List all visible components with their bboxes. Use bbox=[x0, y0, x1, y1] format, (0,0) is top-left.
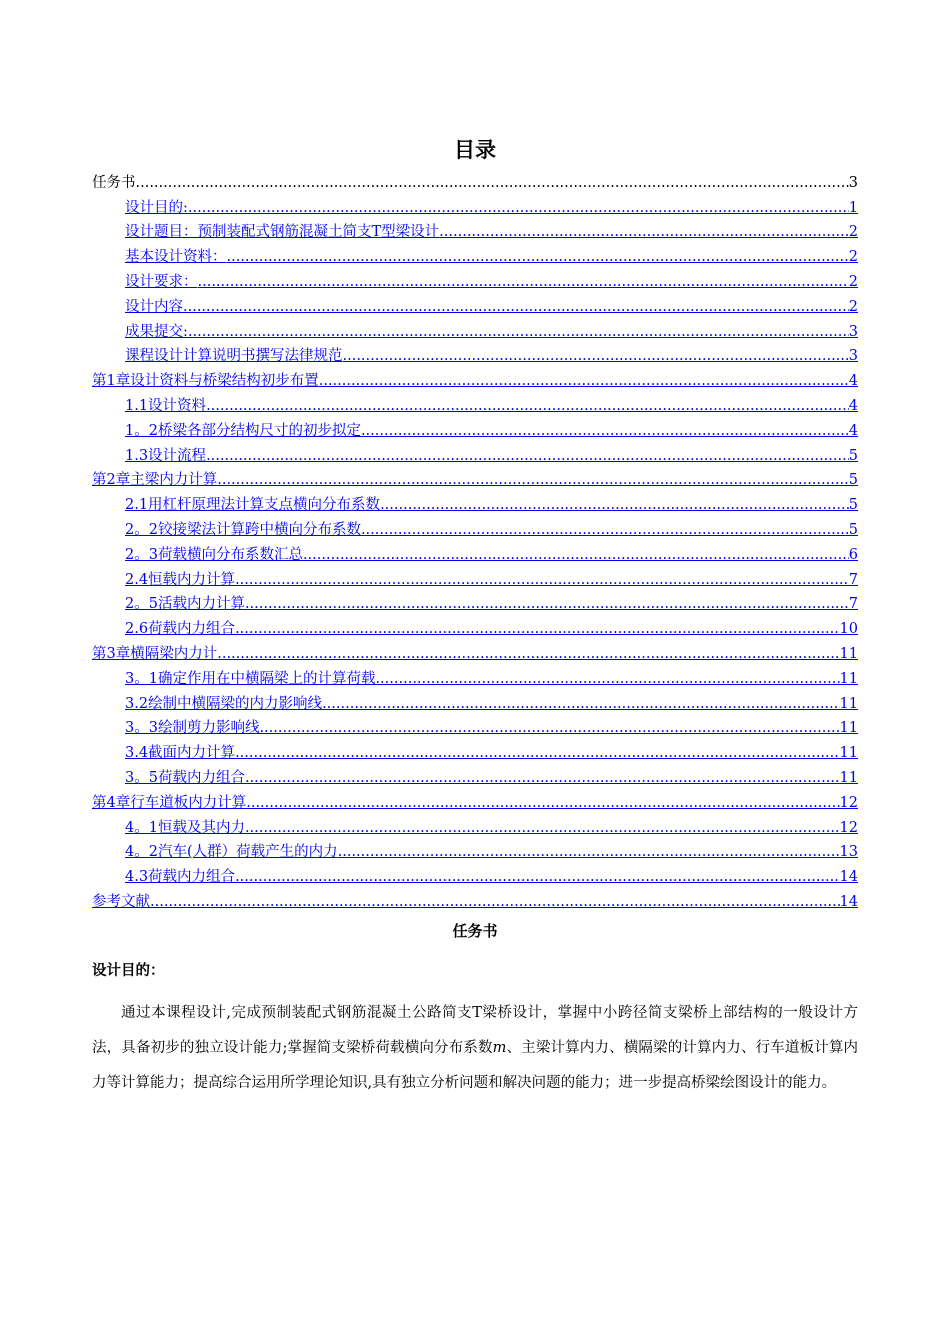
toc-page-number: 11 bbox=[839, 720, 858, 737]
toc-entry[interactable] bbox=[92, 266, 858, 291]
toc-entry[interactable] bbox=[92, 390, 858, 415]
toc-page-number: 7 bbox=[848, 596, 858, 613]
section-subtitle: 设计目的： bbox=[92, 963, 165, 979]
toc-page-number: 7 bbox=[848, 571, 858, 588]
toc-entry[interactable] bbox=[92, 539, 858, 564]
toc-title: 目录 bbox=[454, 138, 496, 162]
toc-leader bbox=[375, 670, 839, 688]
toc-page-number: 2 bbox=[848, 224, 858, 241]
toc-page-number: 10 bbox=[839, 621, 858, 638]
toc-entry[interactable] bbox=[92, 861, 858, 886]
toc-leader bbox=[259, 719, 839, 737]
toc-entry-text: 3。1确定作用在中横隔梁上的计算荷载 bbox=[125, 670, 376, 687]
toc-entry-text: 3。5荷载内力组合 bbox=[125, 769, 245, 786]
toc-entry bbox=[92, 167, 858, 192]
toc-leader bbox=[150, 893, 840, 911]
toc-entry-text: 3。3绘制剪力影响线 bbox=[125, 720, 260, 737]
toc-entry-text: 成果提交: bbox=[125, 323, 188, 340]
toc-entry-text: 设计内容 bbox=[125, 298, 183, 315]
toc-leader bbox=[338, 843, 840, 861]
toc-leader bbox=[380, 496, 849, 514]
toc-page-number: 2 bbox=[848, 273, 858, 290]
table-of-contents bbox=[92, 167, 858, 911]
toc-entry-text: 第3章横隔梁内力计 bbox=[92, 645, 218, 662]
toc-entry[interactable] bbox=[92, 564, 858, 589]
toc-page-number: 4 bbox=[848, 373, 858, 390]
toc-page-number: 2 bbox=[848, 249, 858, 266]
toc-leader bbox=[303, 546, 849, 564]
toc-entry[interactable] bbox=[92, 837, 858, 862]
toc-page-number: 12 bbox=[839, 794, 858, 811]
toc-leader bbox=[188, 199, 849, 217]
toc-entry-text: 设计要求： bbox=[125, 273, 198, 290]
paragraph-symbol: m bbox=[492, 1040, 507, 1056]
toc-entry-text: 3.4截面内力计算 bbox=[125, 745, 236, 762]
toc-leader bbox=[245, 595, 849, 613]
toc-entry[interactable] bbox=[92, 415, 858, 440]
toc-page-number: 6 bbox=[848, 546, 858, 563]
toc-entry[interactable] bbox=[92, 217, 858, 242]
toc-entry-text: 2。5活载内力计算 bbox=[125, 596, 245, 613]
toc-leader bbox=[206, 447, 849, 465]
toc-leader bbox=[235, 744, 839, 762]
toc-entry-text: 2。2铰接梁法计算跨中横向分布系数 bbox=[125, 521, 361, 538]
toc-page-number: 5 bbox=[848, 447, 858, 464]
toc-leader bbox=[206, 397, 849, 415]
toc-entry[interactable] bbox=[92, 713, 858, 738]
toc-entry-text: 第2章主梁内力计算 bbox=[92, 472, 218, 489]
toc-entry-text: 第4章行车道板内力计算 bbox=[92, 794, 247, 811]
toc-entry-text: 1。2桥梁各部分结构尺寸的初步拟定 bbox=[125, 422, 361, 439]
toc-leader bbox=[245, 769, 840, 787]
toc-page-number: 5 bbox=[848, 472, 858, 489]
toc-entry-text: 4。1恒载及其内力 bbox=[125, 819, 245, 836]
toc-page-number: 1 bbox=[848, 199, 858, 216]
toc-entry[interactable] bbox=[92, 886, 858, 911]
toc-entry[interactable] bbox=[92, 365, 858, 390]
toc-page-number: 11 bbox=[839, 695, 858, 712]
toc-page-number: 5 bbox=[848, 497, 858, 514]
toc-page-number: 11 bbox=[839, 769, 858, 786]
toc-leader bbox=[227, 248, 849, 266]
toc-leader bbox=[343, 347, 849, 365]
toc-entry-text: 第1章设计资料与桥梁结构初步布置 bbox=[92, 373, 319, 390]
toc-entry[interactable] bbox=[92, 688, 858, 713]
toc-page-number: 3 bbox=[848, 174, 858, 191]
toc-entry[interactable] bbox=[92, 663, 858, 688]
toc-page-number: 3 bbox=[848, 323, 858, 340]
toc-entry-text: 4.3荷载内力组合 bbox=[125, 869, 236, 886]
toc-entry[interactable] bbox=[92, 589, 858, 614]
toc-entry-text: 1.1设计资料 bbox=[125, 397, 207, 414]
toc-entry[interactable] bbox=[92, 291, 858, 316]
toc-leader bbox=[361, 521, 849, 539]
toc-page-number: 3 bbox=[848, 348, 858, 365]
toc-leader bbox=[217, 471, 849, 489]
toc-page-number: 2 bbox=[848, 298, 858, 315]
toc-leader bbox=[188, 323, 849, 341]
toc-entry[interactable] bbox=[92, 514, 858, 539]
toc-leader bbox=[136, 174, 849, 192]
toc-leader bbox=[361, 422, 849, 440]
toc-page-number: 14 bbox=[839, 893, 858, 910]
toc-entry[interactable] bbox=[92, 812, 858, 837]
toc-entry-text: 设计题目：预制装配式钢筋混凝土简支T型梁设计 bbox=[125, 224, 440, 241]
toc-leader bbox=[198, 273, 849, 291]
toc-entry[interactable] bbox=[92, 787, 858, 812]
toc-entry-text: 2.4恒载内力计算 bbox=[125, 571, 236, 588]
paragraph-text-before: 通过本课程设计,完成预制装配式钢筋混凝土公路简支T梁桥设计，掌握中小跨径简支梁桥上部结构的一般设计方法，具备初步的独立设计能力;掌握简支梁桥荷载横向分布系数 bbox=[92, 1005, 858, 1056]
toc-entry[interactable] bbox=[92, 638, 858, 663]
toc-entry-text: 基本设计资料： bbox=[125, 249, 227, 266]
toc-entry-text: 3.2绘制中横隔梁的内力影响线 bbox=[125, 695, 323, 712]
toc-entry[interactable] bbox=[92, 341, 858, 366]
toc-page-number: 12 bbox=[839, 819, 858, 836]
toc-entry[interactable] bbox=[92, 192, 858, 217]
toc-leader bbox=[319, 372, 849, 390]
toc-page-number: 13 bbox=[839, 844, 858, 861]
toc-leader bbox=[235, 620, 839, 638]
toc-leader bbox=[322, 695, 839, 713]
toc-leader bbox=[245, 819, 840, 837]
toc-page-number: 4 bbox=[848, 397, 858, 414]
toc-page-number: 11 bbox=[839, 645, 858, 662]
toc-leader bbox=[217, 645, 839, 663]
toc-leader bbox=[235, 868, 839, 886]
section-title: 任务书 bbox=[452, 922, 498, 940]
toc-entry[interactable] bbox=[92, 316, 858, 341]
toc-entry-text: 2.6荷载内力组合 bbox=[125, 621, 236, 638]
toc-entry[interactable] bbox=[92, 613, 858, 638]
toc-page-number: 11 bbox=[839, 670, 858, 687]
toc-entry[interactable] bbox=[92, 465, 858, 490]
toc-page-number: 4 bbox=[848, 422, 858, 439]
paragraph-text-after: 、主梁计算内力、横隔梁的计算内力、行车道板计算内力等计算能力；提高综合运用所学理论知识,具有独立分析问题和解决问题的能力；进一步提高桥梁绘图设计的能力。 bbox=[92, 1040, 859, 1091]
toc-entry[interactable] bbox=[92, 489, 858, 514]
toc-page-number: 11 bbox=[839, 745, 858, 762]
toc-entry-text: 课程设计计算说明书撰写法律规范 bbox=[125, 348, 343, 365]
toc-leader bbox=[235, 571, 849, 589]
toc-leader bbox=[439, 223, 849, 241]
toc-entry-text: 设计目的: bbox=[125, 199, 188, 216]
toc-entry-text: 1.3设计流程 bbox=[125, 447, 207, 464]
toc-entry[interactable] bbox=[92, 440, 858, 465]
toc-page-number: 14 bbox=[839, 869, 858, 886]
toc-leader bbox=[183, 298, 849, 316]
section-paragraph bbox=[92, 996, 858, 1101]
toc-entry-text: 任务书 bbox=[92, 174, 136, 191]
toc-leader bbox=[246, 794, 839, 812]
toc-entry-text: 参考文献 bbox=[92, 893, 150, 910]
toc-entry[interactable] bbox=[92, 762, 858, 787]
toc-page-number: 5 bbox=[848, 521, 858, 538]
toc-entry-text: 2.1用杠杆原理法计算支点横向分布系数 bbox=[125, 497, 381, 514]
toc-entry-text: 2。3荷载横向分布系数汇总 bbox=[125, 546, 303, 563]
toc-entry[interactable] bbox=[92, 241, 858, 266]
toc-entry-text: 4。2汽车(人群）荷载产生的内力 bbox=[125, 844, 338, 861]
toc-entry[interactable] bbox=[92, 737, 858, 762]
